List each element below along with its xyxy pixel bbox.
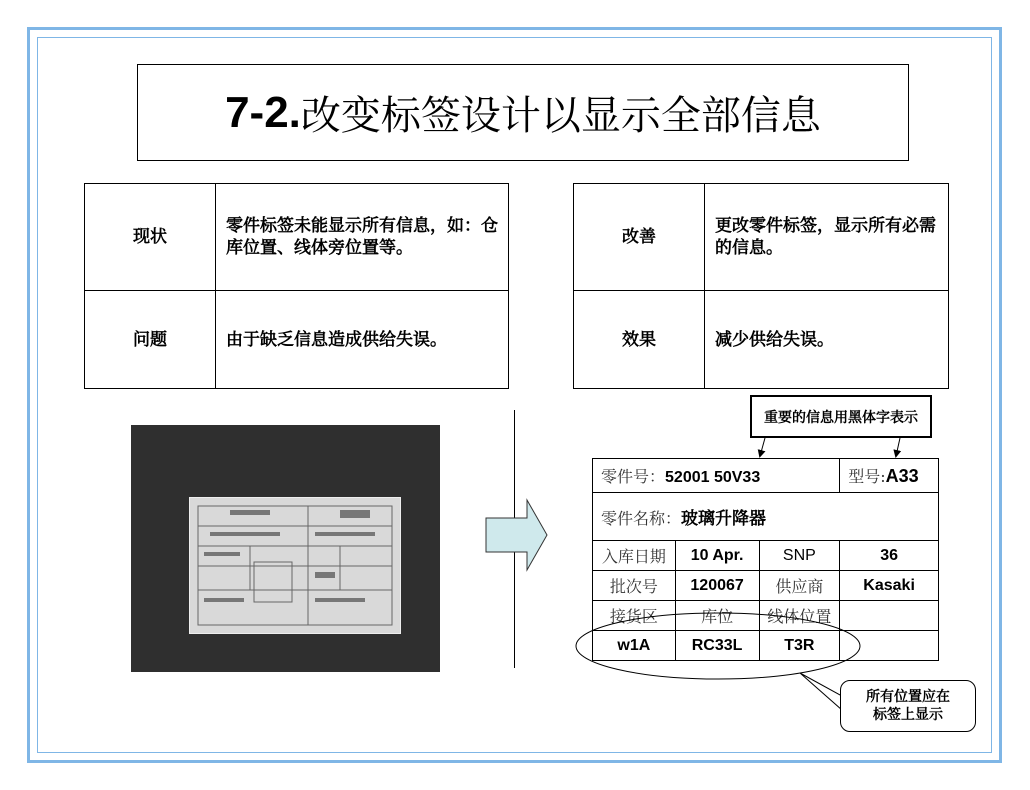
row-head-improvement: 改善	[574, 184, 705, 291]
date-label: 入库日期	[593, 541, 676, 571]
part-number-value: 52001 50V33	[665, 469, 761, 486]
date-value: 10 Apr.	[675, 541, 759, 571]
part-name-label: 零件名称：	[601, 509, 682, 528]
supplier-value: Kasaki	[840, 571, 939, 601]
row-body-status: 零件标签未能显示所有信息，如：仓库位置、线体旁位置等。	[216, 184, 509, 291]
row-head-status: 现状	[85, 184, 216, 291]
part-name-value: 玻璃升降器	[681, 509, 767, 529]
right-arrow-icon	[486, 500, 547, 570]
row-head-effect: 效果	[574, 291, 705, 389]
bubble-tail	[800, 673, 842, 710]
row-body-improvement: 更改零件标签，显示所有必需的信息。	[705, 184, 949, 291]
lot-value: 120067	[675, 571, 759, 601]
receiving-area-value: w1A	[593, 631, 676, 661]
lot-label: 批次号	[593, 571, 676, 601]
arrow-down-right-icon	[896, 438, 900, 456]
positions-callout	[840, 680, 976, 732]
model-value: A33	[885, 466, 919, 486]
warehouse-label: 库位	[675, 601, 759, 631]
receiving-area-label: 接货区	[593, 601, 676, 631]
supplier-label: 供应商	[759, 571, 840, 601]
row-body-problem: 由于缺乏信息造成供给失误。	[216, 291, 509, 389]
positions-callout-line2: 标签上显示	[873, 707, 943, 723]
warehouse-value: RC33L	[675, 631, 759, 661]
positions-callout-line1: 所有位置应在	[866, 689, 950, 705]
model-label: 型号:	[848, 467, 886, 486]
row-head-problem: 问题	[85, 291, 216, 389]
line-position-label: 线体位置	[759, 601, 840, 631]
positions-ellipse	[576, 613, 860, 679]
line-position-value: T3R	[759, 631, 840, 661]
arrow-down-left-icon	[760, 438, 765, 456]
snp-value: 36	[840, 541, 939, 571]
bold-info-callout: 重要的信息用黑体字表示	[750, 395, 932, 438]
row-body-effect: 减少供给失误。	[705, 291, 949, 389]
snp-label: SNP	[759, 541, 840, 571]
title-text: 改变标签设计以显示全部信息	[300, 93, 821, 139]
title-number: 7-2.	[225, 87, 301, 137]
part-number-label: 零件号：	[601, 467, 666, 486]
